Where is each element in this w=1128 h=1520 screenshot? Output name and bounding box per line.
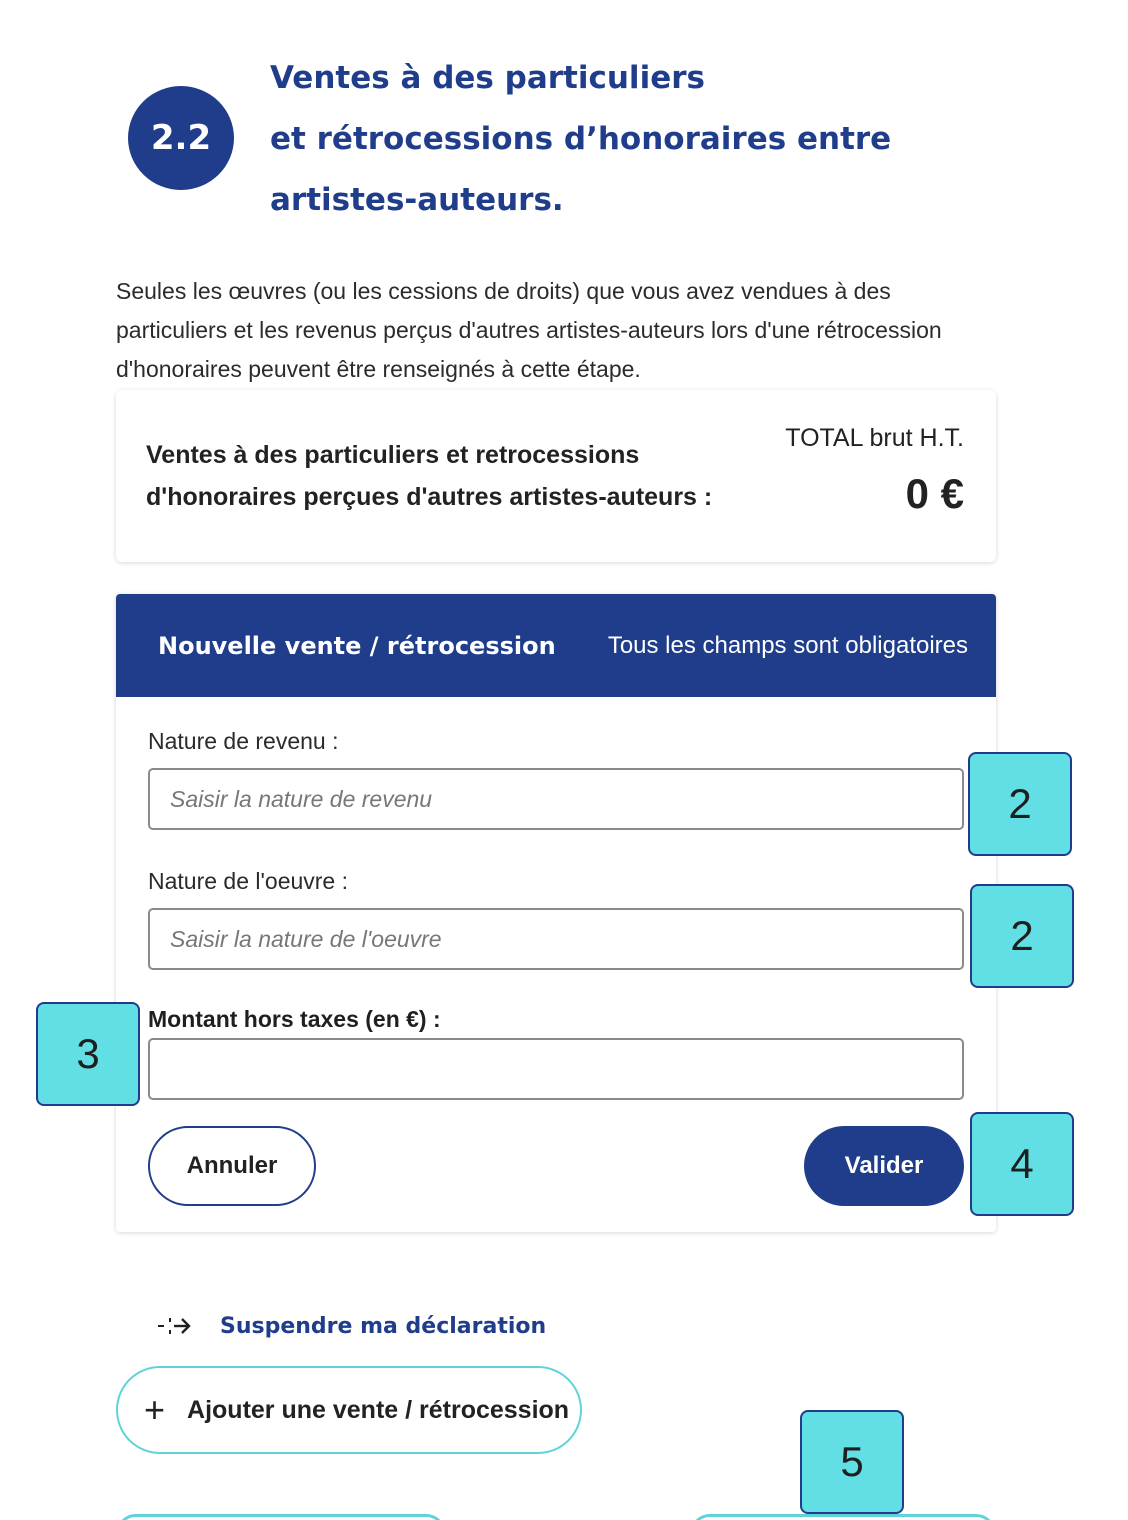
total-label-line: d'honoraires perçues d'autres artistes-auteurs : xyxy=(146,483,713,511)
bottom-button-right[interactable] xyxy=(690,1514,996,1520)
annotation-marker: 2 xyxy=(968,752,1072,856)
total-card xyxy=(116,390,996,562)
revenue-nature-input[interactable] xyxy=(148,768,964,830)
total-label-line: Ventes à des particuliers et retrocessions xyxy=(146,441,640,469)
amount-label: Montant hors taxes (en €) : xyxy=(148,1006,441,1032)
work-nature-label: Nature de l'oeuvre : xyxy=(148,868,349,894)
amount-input[interactable] xyxy=(148,1038,964,1100)
section-title-line: artistes-auteurs. xyxy=(270,182,564,218)
suspend-label: Suspendre ma déclaration xyxy=(220,1313,547,1339)
step-number: 2.2 xyxy=(150,118,212,158)
suspend-arrow-icon xyxy=(156,1314,194,1338)
intro-text: Seules les œuvres (ou les cessions de droits) que vous avez vendues à des particuliers et les revenus perçus d'autres artistes-auteurs lors d'une rétrocession d'honoraires peuvent être renseignés à cette étape. xyxy=(116,278,942,382)
revenue-nature-label: Nature de revenu : xyxy=(148,728,339,754)
total-label xyxy=(146,434,746,518)
form-required-note: Tous les champs sont obligatoires xyxy=(607,631,968,659)
step-number-badge xyxy=(128,86,234,190)
total-value: 0 € xyxy=(905,470,964,517)
suspend-declaration-link[interactable] xyxy=(156,1306,546,1346)
plus-icon: + xyxy=(144,1389,166,1430)
section-title xyxy=(270,48,970,231)
new-sale-form xyxy=(116,594,996,1232)
annotation-marker: 5 xyxy=(800,1410,904,1514)
total-heading: TOTAL brut H.T. xyxy=(785,424,964,452)
annotation-marker: 2 xyxy=(970,884,1074,988)
cancel-button[interactable]: Annuler xyxy=(148,1126,316,1206)
section-title-line: et rétrocessions d’honoraires entre xyxy=(270,121,892,157)
form-title: Nouvelle vente / rétrocession xyxy=(158,631,556,660)
form-header xyxy=(116,594,996,697)
annotation-marker: 3 xyxy=(36,1002,140,1106)
annotation-marker: 4 xyxy=(970,1112,1074,1216)
work-nature-input[interactable] xyxy=(148,908,964,970)
section-title-line: Ventes à des particuliers xyxy=(270,60,705,96)
add-sale-button[interactable] xyxy=(116,1366,582,1454)
bottom-button-left[interactable] xyxy=(116,1514,446,1520)
validate-button[interactable]: Valider xyxy=(804,1126,964,1206)
add-sale-label: Ajouter une vente / rétrocession xyxy=(187,1395,570,1424)
